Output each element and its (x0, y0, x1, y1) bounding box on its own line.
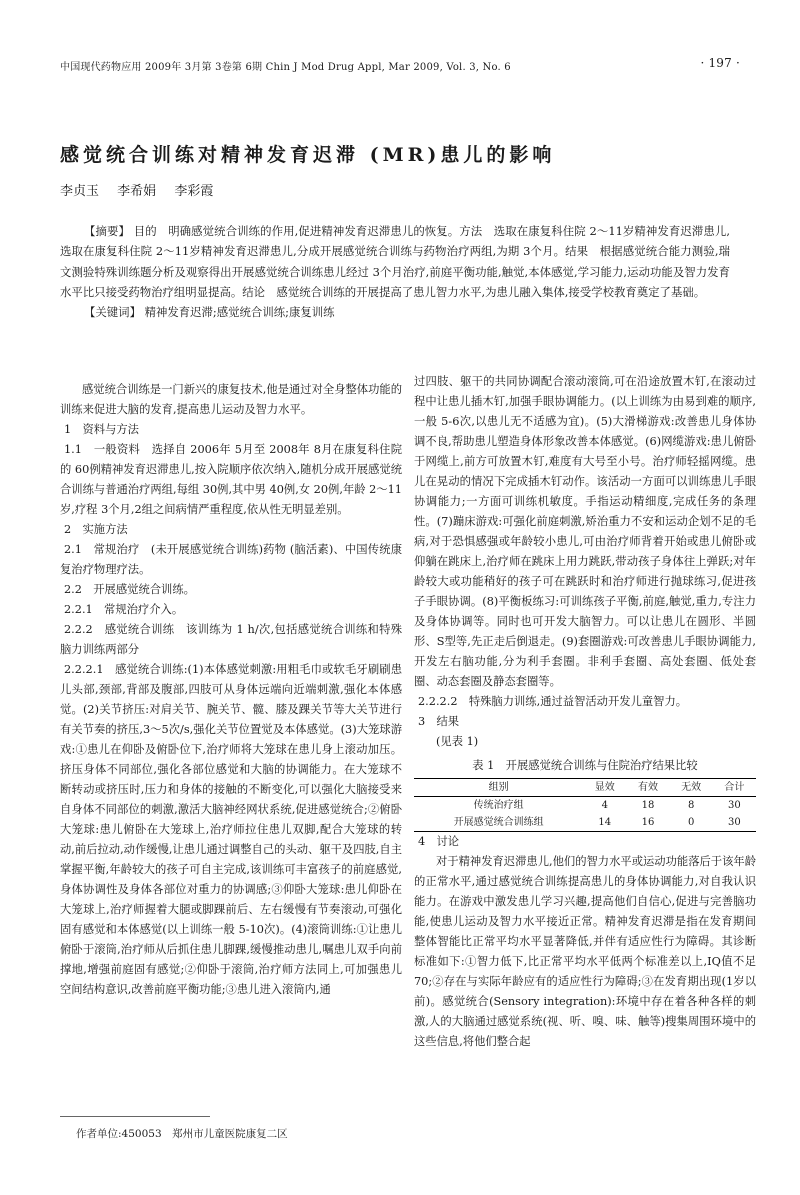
table-cell: 开展感觉统合训练组 (453, 817, 544, 828)
table-header-cell: 显效 (594, 782, 615, 793)
body-paragraph: 4 讨论 (418, 835, 460, 848)
right-column-bottom (414, 832, 756, 1052)
author-list (60, 180, 227, 199)
table-row (414, 797, 756, 815)
table-row (414, 814, 756, 832)
results-table (414, 778, 756, 832)
body-paragraph: 3 结果 (418, 715, 460, 728)
table-body (414, 797, 756, 832)
table-header-cell: 有效 (637, 782, 658, 793)
table-cell: 传统治疗组 (473, 800, 524, 811)
table-cell: 30 (728, 817, 741, 828)
body-column-right (414, 372, 756, 1052)
body-paragraph: 1 资料与方法 (64, 423, 139, 436)
author: 李希娟 (117, 184, 157, 199)
table-caption: 表 1 开展感觉统合训练与住院治疗结果比较 (472, 759, 698, 772)
table-header-cell: 无效 (681, 782, 702, 793)
keywords: 【关键词】 精神发育迟滞;感觉统合训练;康复训练 (84, 305, 335, 320)
journal-citation: 中国现代药物应用 2009年 3月第 3卷第 6期 Chin J Mod Drug Appl, Mar 2009, Vol. 3, No. 6 (60, 62, 511, 73)
table-header-cell: 组别 (488, 782, 509, 793)
author: 李贞玉 (60, 184, 100, 199)
body-paragraph: 感觉统合训练是一门新兴的康复技术,他是通过对全身整体功能的训练来促进大脑的发育,提高患儿运动及智力水平。 (60, 383, 402, 416)
body-paragraph: 2.2.2.2 特殊脑力训练,通过益智活动开发儿童智力。 (418, 695, 688, 708)
body-paragraph: 过四肢、躯干的共同协调配合滚动滚筒,可在沿途放置木钉,在滚动过程中让患儿插木钉,加强手眼协调能力。(以上训练为由易到难的顺序,一般 5-6次,以患儿无不适感为宜)。(5)大滑梯游戏:改善患儿身体协调不良,帮助患儿塑造身体形象改善本体感觉。(6)网缆游戏:患儿俯卧于网缆上,前方可放置木钉,难度有大号至小号。治疗师轻摇网缆。患儿在晃动的情况下完成插木钉动作。该活动一方面可以训练患儿手眼协调能力;一方面可训练机敏度。手指运动精细度,完成任务的条理性。(7)蹦床游戏:可强化前庭刺激,矫治重力不安和运动企划不足的毛病,对于恐惧感强或年龄较小患儿,可由治疗师背着开始或患儿俯卧或仰躺在跳床上,治疗师在跳床上用力跳跃,带动孩子身体往上弹跃;对年龄较大或功能稍好的孩子可在跳跃时和治疗师进行抛球练习,促进孩子手眼协调。(8)平衡板练习:可训练孩子平衡,前庭,触觉,重力,专注力及身体协调等。同时也可开发大脑智力。可以让患儿在圆形、半圆形、S型等,先正走后倒退走。(9)套圈游戏:可改善患儿手眼协调能力,开发左右脑功能,分为利手套圈。非利手套圈、高处套圈、低处套圈、动态套圈及静态套圈等。 (414, 375, 756, 688)
article-title: 感觉统合训练对精神发育迟滞 (MR)患儿的影响 (60, 144, 556, 166)
table-cell: 0 (687, 817, 695, 828)
body-paragraph: 2 实施方法 (64, 523, 128, 536)
table-cell: 30 (728, 800, 741, 811)
author-affiliation: 作者单位:450053 郑州市儿童医院康复二区 (76, 1128, 288, 1140)
author: 李彩霞 (174, 184, 214, 199)
body-paragraph: 2.2.2.1 感觉统合训练:(1)本体感觉刺激:用粗毛巾或软毛牙刷刷患儿头部,颈部,背部及腹部,四肢可从身体远端向近端刺激,强化本体感觉。(2)关节挤压:对肩关节、腕关节、髋、膝及踝关节等大关节进行有关节奏的挤压,3～5次/s,强化关节位置觉及本体感觉。(3)大笼球游戏:①患儿在仰卧及俯卧位下,治疗师将大笼球在患儿身上滚动加压。挤压身体不同部位,强化各部位感觉和大脑的协调能力。在大笼球不断转动或挤压时,压力和身体的接触的不断变化,可以强化大脑接受来自身体不同部位的刺激,激活大脑神经网状系统,促进感觉统合;②俯卧大笼球:患儿俯卧在大笼球上,治疗师拉住患儿双脚,配合大笼球的转动,前后拉动,动作缓慢,让患儿通过调整自己的头动、躯干及四肢,自主掌握平衡,年龄较大的孩子可自主完成,该训练可丰富孩子的前庭感觉,身体协调性及身体各部位对重力的协调感;③仰卧大笼球:患儿仰卧在大笼球上,治疗师握着大腿或脚踝前后、左右缓慢有节奏滚动,可强化固有感觉和本体感觉(以上训练一般 5-10次)。(4)滚筒训练:①让患儿俯卧于滚筒,治疗师从后抓住患儿脚踝,缓慢推动患儿,嘱患儿双手向前撑地,增强前庭固有感觉;②仰卧于滚筒,治疗师方法同上,可加强患儿空间结构意识,改善前庭平衡功能;③患儿进入滚筒内,通 (60, 663, 402, 996)
body-paragraph: 1.1 一般资料 选择自 2006年 5月至 2008年 8月在康复科住院的 60例精神发育迟滞患儿,按入院顺序依次纳入,随机分成开展感觉统合训练与普通治疗两组,每组 30例,其中男 40例,女 20例,年龄 2～11岁,疗程 3个月,2组之间病情严重程度,依从性无明显差别。 (60, 443, 402, 516)
footnote-divider (60, 1116, 210, 1117)
table-cell: 8 (687, 800, 695, 811)
body-paragraph: 2.2.2 感觉统合训练 该训练为 1 h/次,包括感觉统合训练和特殊脑力训练两部分 (60, 623, 402, 656)
body-paragraph: 2.2.1 常规治疗介入。 (64, 603, 184, 616)
table-header-row (414, 779, 756, 797)
table-header-cell: 合计 (724, 782, 745, 793)
table-cell: 16 (641, 817, 655, 828)
body-paragraph: 2.1 常规治疗 (未开展感觉统合训练)药物 (脑活素)、中国传统康复治疗物理疗法。 (60, 543, 402, 576)
body-paragraph: 对于精神发育迟滞患儿,他们的智力水平或运动功能落后于该年龄的正常水平,通过感觉统合训练提高患儿的身体协调能力,对自我认识能力。在游戏中激发患儿学习兴趣,提高他们自信心,促进与完善脑功能,使患儿运动及智力水平接近正常。精神发育迟滞是指在发育期间整体智能比正常平均水平显著降低,并伴有适应性行为障碍。其诊断标准如下:①智力低下,比正常平均水平低两个标准差以上,IQ值不足 70;②存在与实际年龄应有的适应性行为障碍;③在发育期出现(1岁以前)。感觉统合(Sensory integration):环境中存在着各种各样的刺激,人的大脑通过感觉系统(视、听、嗅、味、触等)搜集周围环境中的这些信息,将他们整合起 (414, 855, 756, 1048)
body-column-left (60, 380, 402, 1000)
table-cell: 14 (598, 817, 612, 828)
body-paragraph: 2.2 开展感觉统合训练。 (64, 583, 195, 596)
table-cell: 4 (601, 800, 608, 811)
table-cell: 18 (641, 800, 655, 811)
body-paragraph: (见表 1) (436, 735, 479, 748)
abstract (60, 221, 730, 322)
page-number: · 197 · (700, 56, 740, 70)
abstract-text: 【摘要】 目的 明确感觉统合训练的作用,促进精神发育迟滞患儿的恢复。方法 选取在康复科住院 2～11岁精神发育迟滞患儿,选取在康复科住院 2～11岁精神发育迟滞患儿,分成开展感觉统合训练与药物治疗两组,为期 3个月。结果 根据感觉统合能力测验,瑞文测验特殊训练题分析及观察得出开展感觉统合训练患儿经过 3个月治疗,前庭平衡功能,触觉,本体感觉,学习能力,运动功能及智力发育水平比只接受药物治疗组明显提高。结论 感觉统合训练的开展提高了患儿智力水平,为患儿融入集体,接受学校教育奠定了基础。 (60, 224, 730, 299)
running-head (60, 58, 740, 73)
right-column-top (414, 372, 756, 752)
